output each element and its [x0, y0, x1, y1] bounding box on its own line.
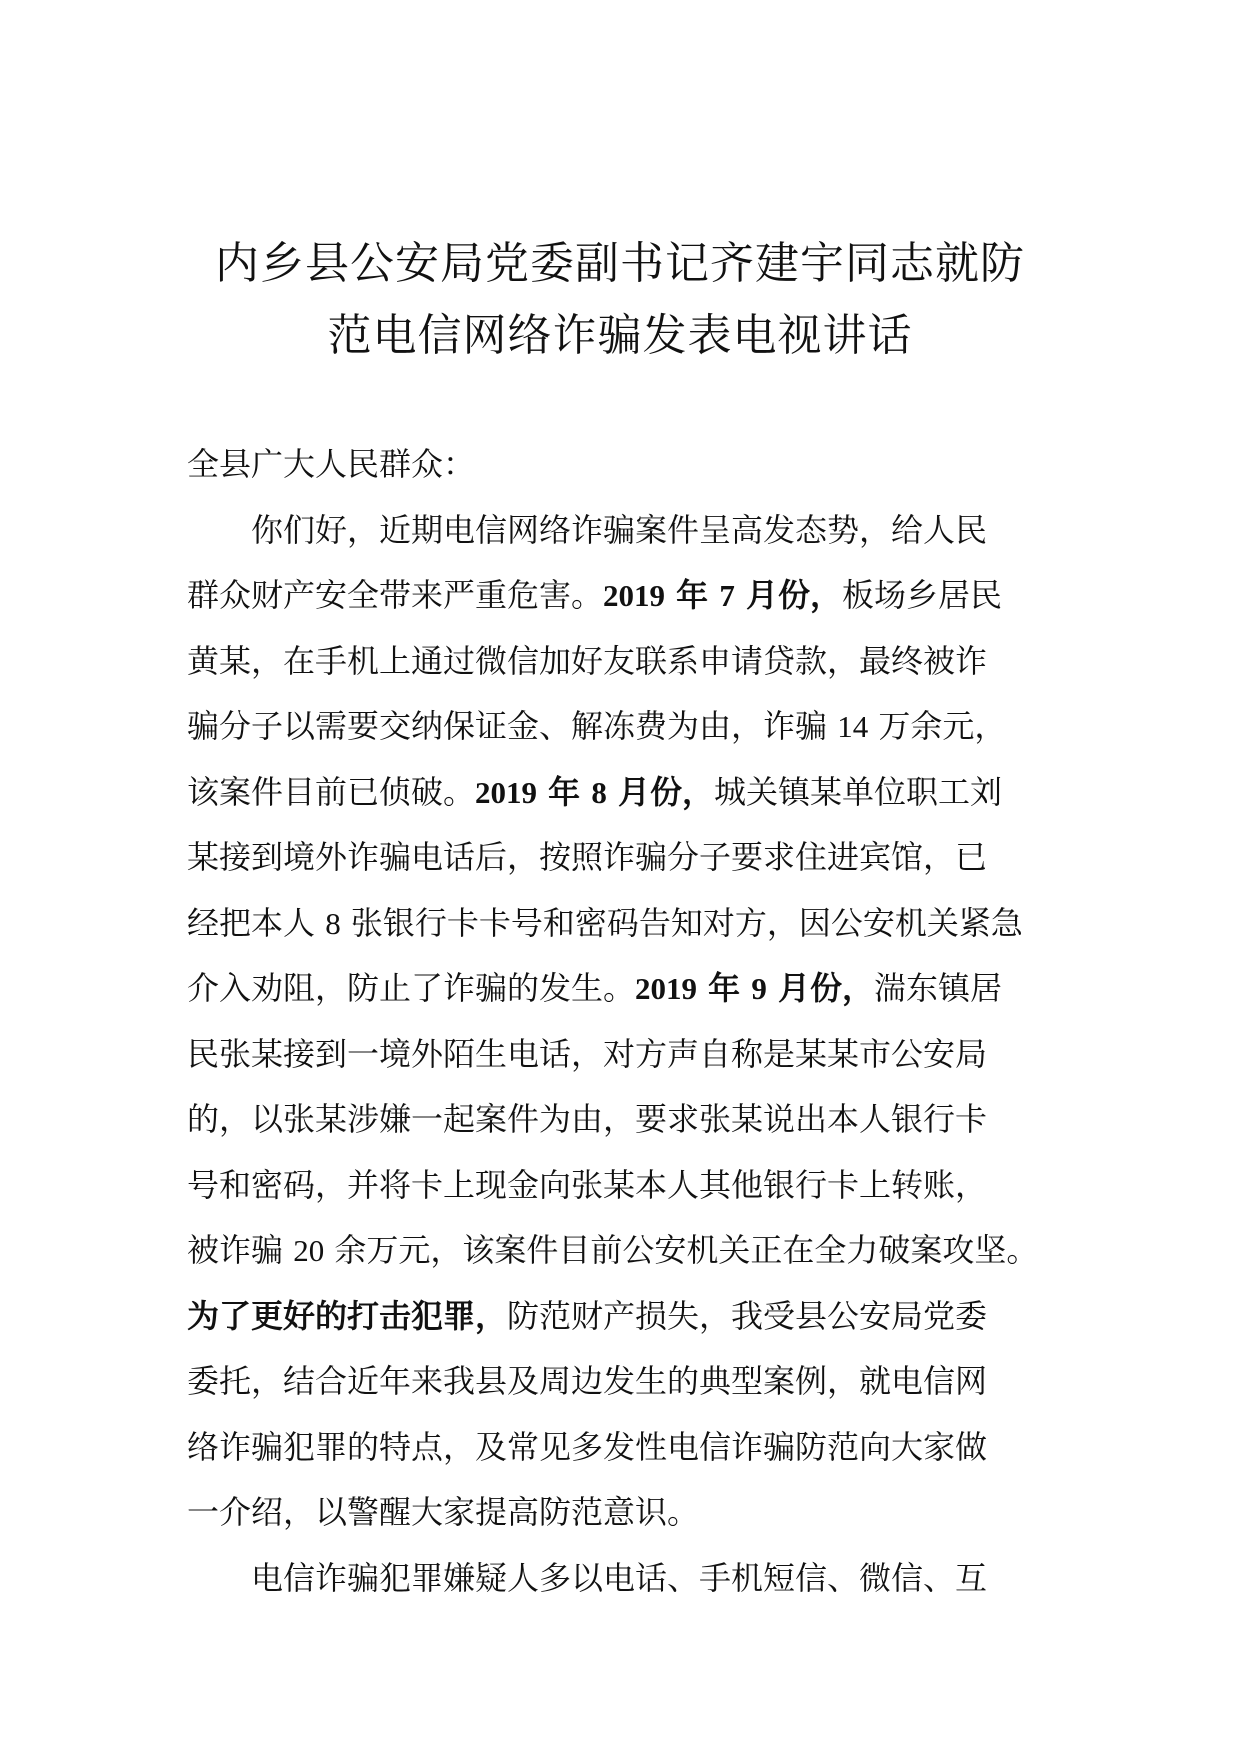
text-segment: 月份，	[766, 969, 874, 1007]
text-segment: 经把本人	[187, 903, 326, 942]
paragraph-1-line-11: 号和密码，并将卡上现金向张某本人其他银行卡上转账，	[187, 1165, 988, 1204]
paragraph-1-line-9: 民张某接到一境外陌生电话，对方声自称是某某市公安局	[187, 1034, 988, 1073]
text-segment: 余万元，该案件目前公安机关正在全力破案攻坚。	[324, 1231, 1039, 1269]
month: 7	[719, 578, 735, 613]
paragraph-1-line-16: 一介绍，以警醒大家提高防范意识。	[187, 1493, 700, 1531]
year: 2019	[603, 578, 666, 613]
paragraph-1-line-10: 的，以张某涉嫌一起案件为由，要求张某说出本人银行卡	[187, 1100, 988, 1138]
amount: 14	[837, 709, 869, 744]
paragraph-1-line-13	[187, 1284, 1067, 1350]
bold-date	[635, 969, 874, 1007]
bold-date	[603, 576, 842, 614]
title-line-1: 内乡县公安局党委副书记齐建宇同志就防	[215, 238, 1025, 289]
bold-date	[475, 773, 714, 811]
paragraph-1-line-3: 黄某，在手机上通过微信加好友联系申请贷款，最终被诈	[187, 641, 988, 680]
paragraph-1-line-1: 你们好，近期电信网络诈骗案件呈高发态势，给人民	[251, 510, 988, 549]
month: 9	[751, 971, 767, 1006]
text-segment: 骗分子以需要交纳保证金、解冻费为由，诈骗	[187, 707, 838, 745]
text-segment: 万余元，	[868, 707, 1007, 745]
text-segment: 群众财产安全带来严重危害。	[187, 576, 604, 614]
amount: 20	[293, 1233, 325, 1268]
bold-phrase: 为了更好的打击犯罪，	[187, 1296, 508, 1335]
count: 8	[325, 905, 341, 941]
text-segment: 湍东镇居	[873, 969, 1002, 1007]
title-line-2: 范电信网络诈骗发表电视讲话	[327, 310, 913, 361]
paragraph-1-line-6: 某接到境外诈骗电话后，按照诈骗分子要求住进宾馆，已	[187, 838, 988, 876]
paragraph-1-line-14: 委托，结合近年来我县及周边发生的典型案例，就电信网	[187, 1362, 988, 1400]
text-segment: 该案件目前已侦破。	[187, 772, 476, 811]
text-segment: 板场乡居民	[841, 576, 1002, 614]
salutation: 全县广大人民群众：	[187, 445, 476, 483]
paragraph-1-line-5	[187, 760, 1067, 826]
paragraph-1-line-2	[187, 563, 1067, 629]
text-segment: 城关镇某单位职工刘	[713, 772, 1002, 811]
text-segment: 年	[697, 969, 752, 1007]
text-segment: 被诈骗	[187, 1231, 294, 1269]
paragraph-1-line-4	[187, 694, 1067, 760]
text-segment: 张银行卡卡号和密码告知对方，因公安机关紧急	[340, 903, 1023, 942]
paragraph-1-line-15: 络诈骗犯罪的特点，及常见多发性电信诈骗防范向大家做	[187, 1427, 988, 1466]
paragraph-2-line-1: 电信诈骗犯罪嫌疑人多以电话、手机短信、微信、互	[251, 1558, 988, 1597]
paragraph-1-line-7	[187, 891, 1067, 957]
text-segment: 介入劝阻，防止了诈骗的发生。	[187, 969, 636, 1007]
text-segment: 年	[665, 576, 720, 614]
year: 2019	[635, 971, 698, 1006]
text-segment: 月份，	[734, 576, 842, 614]
text-segment: 月份，	[606, 772, 714, 811]
paragraph-1-line-8	[187, 956, 1067, 1022]
month: 8	[591, 774, 607, 810]
year: 2019	[475, 774, 538, 810]
text-segment: 年	[537, 772, 592, 811]
text-segment: 防范财产损失，我受县公安局党委	[507, 1296, 988, 1335]
paragraph-1-line-12	[187, 1218, 1067, 1284]
document-title	[150, 228, 1090, 372]
document-body	[187, 432, 1067, 1611]
